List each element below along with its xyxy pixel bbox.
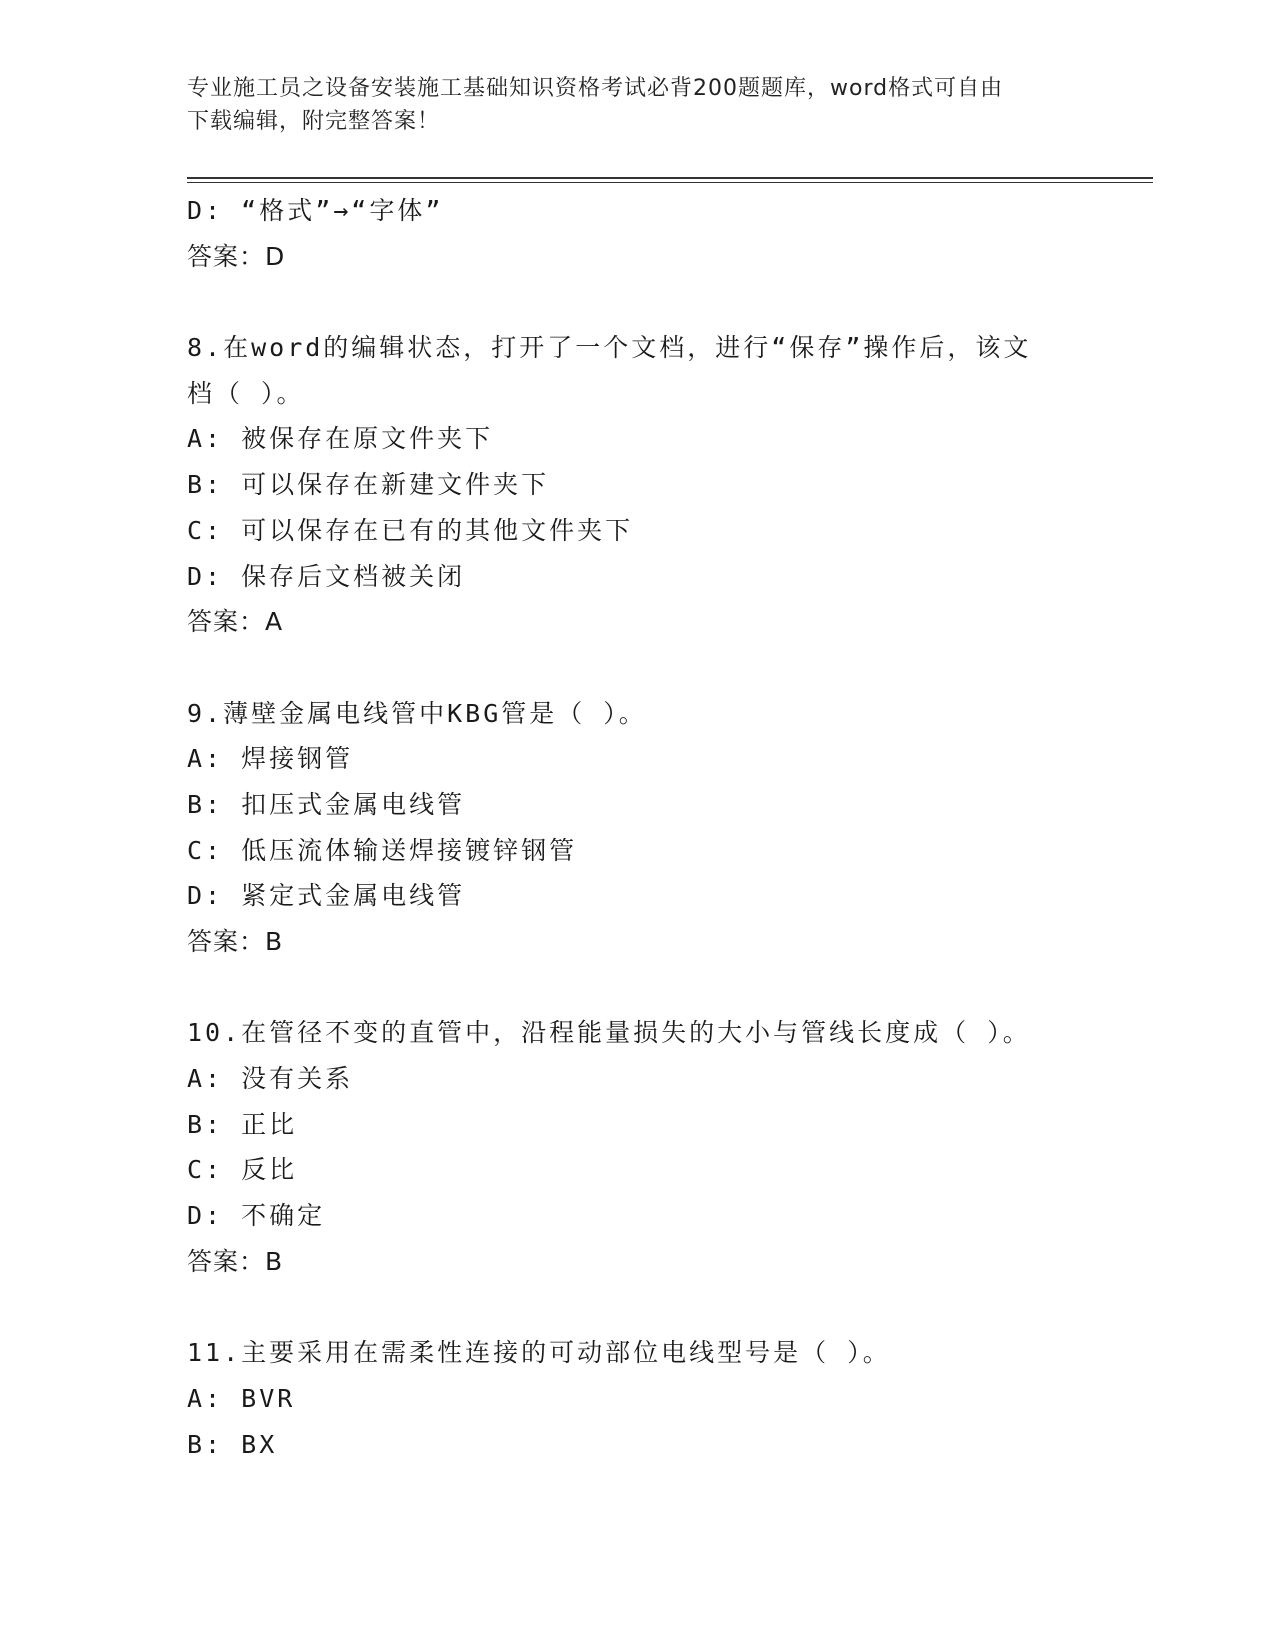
- option-a: A: BVR: [187, 1383, 296, 1413]
- option-d: D: 不确定: [187, 1201, 326, 1231]
- header-title-line-2: 下载编辑，附完整答案！: [187, 109, 441, 134]
- option-a: A: 被保存在原文件夹下: [187, 424, 494, 454]
- question-9: [187, 691, 1087, 965]
- question-stem: 8.在word的编辑状态，打开了一个文档，进行“保存”操作后，该文: [187, 333, 1032, 363]
- answer-line: 答案：B: [187, 1246, 284, 1276]
- option-a: A: 焊接钢管: [187, 744, 354, 774]
- header-title-line-1: 专业施工员之设备安装施工基础知识资格考试必背200题题库，word格式可自由: [187, 76, 1004, 101]
- question-list: [187, 188, 1087, 1467]
- answer-line: 答案：A: [187, 607, 284, 637]
- question-stem: 10.在管径不变的直管中，沿程能量损失的大小与管线长度成（ ）。: [187, 1018, 1031, 1048]
- question-10: [187, 1010, 1087, 1284]
- question-7-tail: [187, 188, 1087, 279]
- header-divider-thick: [187, 177, 1153, 179]
- option-a: A: 没有关系: [187, 1064, 354, 1094]
- option-d: D: “格式”→“字体”: [187, 196, 444, 225]
- document-header: [187, 72, 1087, 138]
- spacer: [187, 279, 1087, 325]
- answer-line: 答案：B: [187, 927, 284, 956]
- spacer: [187, 965, 1087, 1011]
- question-stem: 11.主要采用在需柔性连接的可动部位电线型号是（ ）。: [187, 1338, 891, 1368]
- question-stem-continued: 档（ ）。: [187, 378, 305, 408]
- spacer: [187, 1285, 1087, 1331]
- option-b: B: 扣压式金属电线管: [187, 789, 466, 819]
- option-c: C: 反比: [187, 1155, 298, 1185]
- spacer: [187, 645, 1087, 691]
- question-stem: 9.薄壁金属电线管中KBG管是（ ）。: [187, 698, 647, 728]
- option-b: B: 正比: [187, 1109, 298, 1139]
- option-d: D: 保存后文档被关闭: [187, 561, 466, 591]
- option-b: B: BX: [187, 1429, 278, 1459]
- question-8: [187, 325, 1087, 645]
- question-11: [187, 1330, 1087, 1467]
- option-c: C: 可以保存在已有的其他文件夹下: [187, 515, 634, 545]
- header-divider-thin: [187, 182, 1153, 183]
- option-d: D: 紧定式金属电线管: [187, 881, 466, 911]
- answer-line: 答案：D: [187, 241, 286, 271]
- option-c: C: 低压流体输送焊接镀锌钢管: [187, 835, 578, 865]
- option-b: B: 可以保存在新建文件夹下: [187, 470, 550, 500]
